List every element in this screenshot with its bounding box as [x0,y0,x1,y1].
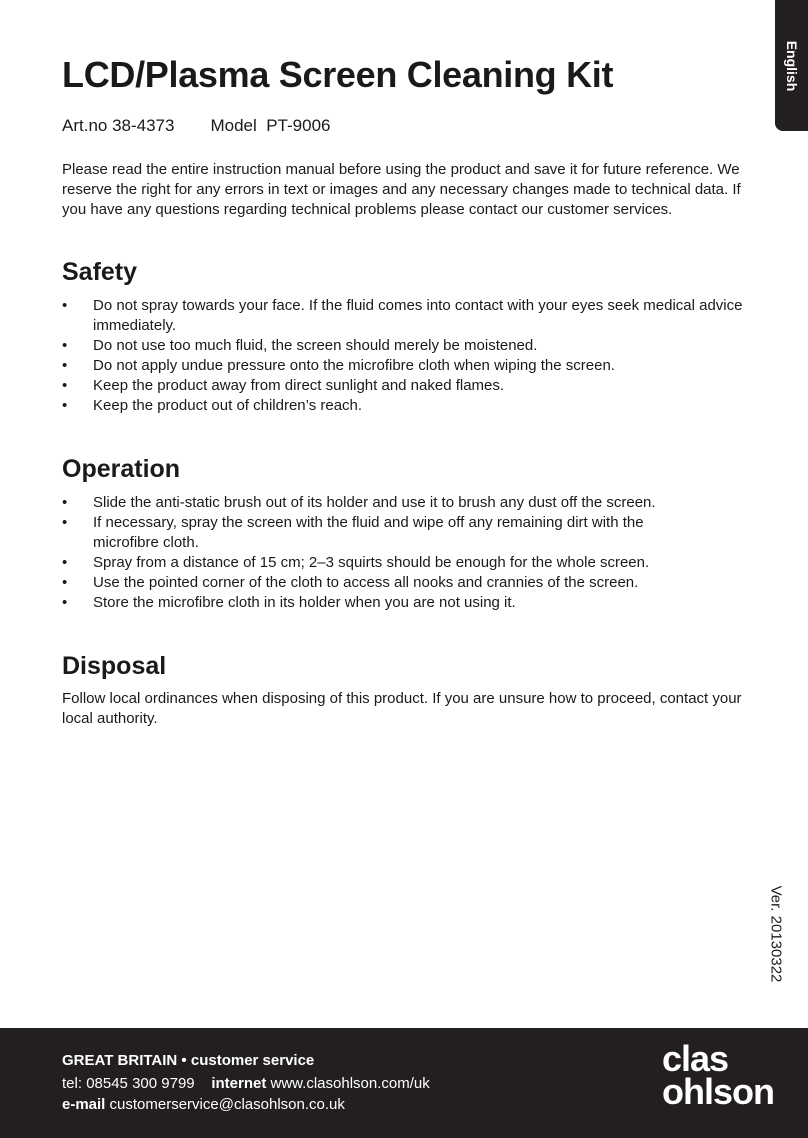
list-item: • Slide the anti-static brush out of its holder and use it to brush any dust off the screen. [62,493,762,513]
footer-email-line [62,1094,430,1115]
safety-list [62,296,762,416]
article-number: Art.no 38-4373 [62,116,175,135]
internet-label: internet [211,1075,267,1092]
safety-heading: Safety [62,258,138,286]
email-label: e-mail [62,1096,106,1113]
website-link[interactable]: www.clasohlson.com/uk [270,1075,430,1092]
operation-list [62,493,762,613]
clas-ohlson-logo [662,1038,774,1112]
disposal-heading: Disposal [62,652,167,680]
logo-line-1: clas [662,1038,729,1079]
list-item: • Use the pointed corner of the cloth to access all nooks and crannies of the screen. [62,573,762,593]
contact-info [62,1050,430,1115]
list-item: • Do not apply undue pressure onto the microfibre cloth when wiping the screen. [62,356,762,376]
list-item: • Do not use too much fluid, the screen should merely be moistened. [62,336,762,356]
disposal-paragraph: Follow local ordinances when disposing of this product. If you are unsure how to proceed, contact your local authority. [62,690,742,727]
operation-heading: Operation [62,455,181,483]
list-item: • Spray from a distance of 15 cm; 2–3 squirts should be enough for the whole screen. [62,553,762,573]
logo-line-2: ohlson [662,1071,774,1112]
list-item: • Store the microfibre cloth in its holder when you are not using it. [62,593,762,613]
language-tab [775,0,808,131]
document-title: LCD/Plasma Screen Cleaning Kit [62,54,614,95]
phone-number: 08545 300 9799 [86,1075,195,1092]
intro-paragraph: Please read the entire instruction manual before using the product and save it for future reference. We reserve the right for any errors in text or images and any necessary changes made to technical data. If you have any questions regarding technical problems please contact our customer services. [62,161,741,218]
list-item: • Keep the product out of children’s reach. [62,396,762,416]
article-info [62,116,330,136]
tel-label: tel: [62,1075,83,1092]
language-tab-label: English [783,40,800,92]
footer-title: GREAT BRITAIN • customer service [62,1052,315,1069]
list-item: • Keep the product away from direct sunlight and naked flames. [62,376,762,396]
footer-phone-line [62,1073,430,1094]
list-item: • Do not spray towards your face. If the fluid comes into contact with your eyes seek medical advice immediately. [62,296,762,336]
version-label: Ver. 20130322 [767,885,785,983]
list-item: • If necessary, spray the screen with the fluid and wipe off any remaining dirt with the microfibre cloth. [62,513,653,553]
email-link[interactable]: customerservice@clasohlson.co.uk [109,1096,345,1113]
model-number: Model PT-9006 [210,116,331,135]
footer [0,1028,808,1138]
